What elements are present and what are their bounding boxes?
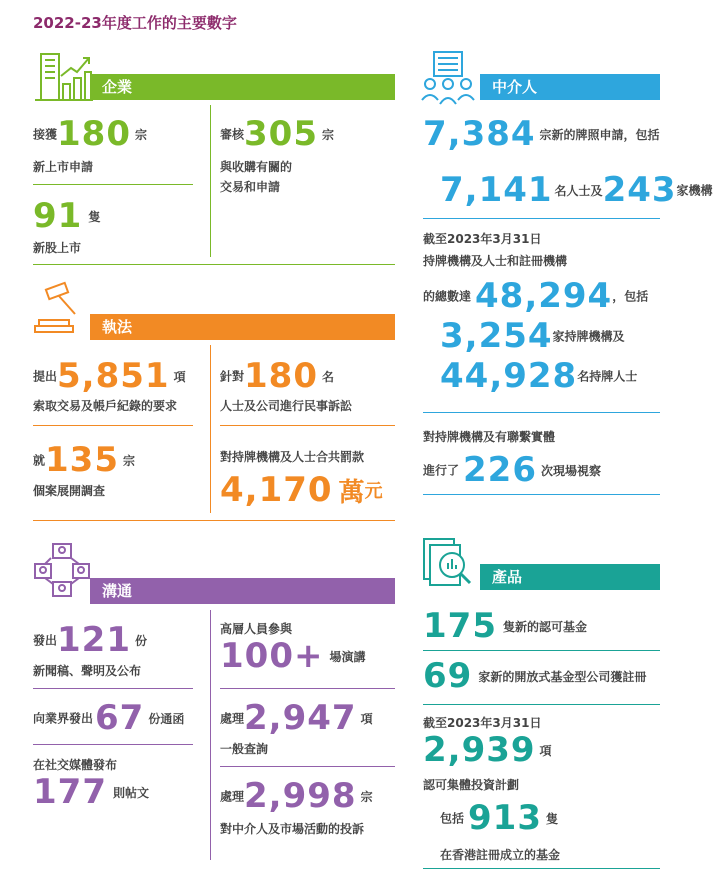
corporate-review-num: 305	[244, 114, 318, 154]
corporate-new-num: 91	[33, 196, 83, 236]
section-divider	[423, 868, 660, 869]
communication-talk-line: 100+ 場演講	[220, 636, 366, 676]
communication-circ-num: 67	[95, 698, 145, 738]
divider	[210, 345, 211, 513]
communication-comp-line: 處理2,998 宗	[220, 776, 373, 816]
enforcement-req-line: 提出5,851 項	[33, 356, 186, 396]
intermediaries-ind-line: 7,141 名人士及243家機構	[440, 170, 713, 210]
intermediaries-ind-num: 7,141	[440, 170, 553, 210]
divider	[210, 105, 211, 257]
products-header: 產品	[480, 564, 660, 590]
enforcement-inv-num: 135	[45, 440, 119, 480]
communication-social-desc: 在社交媒體發布	[33, 758, 118, 772]
enforcement-inv-line: 就135 宗	[33, 440, 136, 480]
products-asof: 截至2023年3月31日	[423, 716, 542, 730]
enforcement-req-num: 5,851	[57, 356, 170, 396]
products-cis-desc: 認可集體投資計劃	[423, 778, 520, 792]
corporate-ipo-desc: 新上市申請	[33, 160, 94, 174]
intermediaries-total-desc1: 持牌機構及人士和註冊機構	[423, 254, 568, 268]
building-people-icon	[420, 48, 476, 112]
corporate-ipo-line: 接獲180 宗	[33, 114, 148, 154]
products-hk-desc: 在香港註冊成立的基金	[440, 848, 561, 862]
divider	[423, 218, 660, 219]
intermediaries-asof: 截至2023年3月31日	[423, 232, 542, 246]
communication-enq-line: 處理2,947 項	[220, 698, 373, 738]
enforcement-inv-desc: 個案展開調查	[33, 484, 106, 498]
products-cis-num: 2,939	[423, 730, 536, 770]
products-oeic-num: 69	[423, 656, 473, 696]
enforcement-civil-num: 180	[244, 356, 318, 396]
communication-press-num: 121	[57, 620, 131, 660]
corporate-review-desc1: 與收購有關的	[220, 160, 293, 174]
communication-enq-num: 2,947	[244, 698, 357, 738]
intermediaries-total-line: 的總數達 48,294，包括	[423, 276, 649, 316]
divider	[220, 766, 395, 767]
intermediaries-visit-line: 進行了 226 次現場視察	[423, 450, 602, 490]
section-divider	[33, 520, 395, 521]
communication-social-line: 177 則帖文	[33, 772, 149, 812]
divider	[423, 704, 660, 705]
chart-building-icon	[33, 48, 93, 108]
corporate-review-line: 審核305 宗	[220, 114, 335, 154]
intermediaries-corp-num: 243	[602, 170, 677, 210]
products-fund-line: 175 隻新的認可基金	[423, 606, 587, 646]
divider	[33, 744, 193, 745]
communication-comp-num: 2,998	[244, 776, 357, 816]
divider	[33, 425, 193, 426]
divider	[220, 688, 395, 689]
corporate-new-line: 91 隻	[33, 196, 101, 236]
communication-press-desc: 新聞稿、聲明及公布	[33, 664, 142, 678]
enforcement-fine-num: 4,170	[220, 470, 333, 510]
divider	[423, 650, 660, 651]
intermediaries-visit-num: 226	[463, 450, 537, 490]
communication-press-line: 發出121 份	[33, 620, 148, 660]
communication-circ-line: 向業界發出67 份通函	[33, 698, 185, 738]
enforcement-fine-desc: 對持牌機構及人士合共罰款	[220, 450, 365, 464]
page-title: 2022-23年度工作的主要數字	[33, 14, 237, 32]
network-people-icon	[33, 540, 93, 604]
intermediaries-visit-desc: 對持牌機構及有聯繫實體	[423, 430, 556, 444]
communication-enq-desc: 一般查詢	[220, 742, 269, 756]
intermediaries-lic-line: 7,384 宗新的牌照申請，包括	[423, 114, 660, 154]
divider	[220, 425, 395, 426]
intermediaries-person-num: 44,928	[440, 356, 578, 396]
section-divider	[33, 264, 395, 265]
intermediaries-firm-num: 3,254	[440, 316, 553, 356]
communication-talk-desc: 高層人員參與	[220, 622, 293, 636]
communication-header: 溝通	[90, 578, 395, 604]
corporate-new-desc: 新股上市	[33, 241, 82, 255]
intermediaries-total-num: 48,294	[475, 276, 613, 316]
corporate-ipo-num: 180	[57, 114, 131, 154]
divider	[210, 610, 211, 860]
corporate-review-desc2: 交易和申請	[220, 180, 281, 194]
enforcement-req-desc: 索取交易及帳戶紀錄的要求	[33, 399, 178, 413]
enforcement-civil-line: 針對180 名	[220, 356, 335, 396]
products-hk-num: 913	[468, 798, 542, 838]
communication-social-num: 177	[33, 772, 107, 812]
divider	[33, 688, 193, 689]
products-oeic-line: 69 家新的開放式基金型公司獲註冊	[423, 656, 647, 696]
enforcement-header: 執法	[90, 314, 395, 340]
enforcement-civil-desc: 人士及公司進行民事訴訟	[220, 399, 353, 413]
section-divider	[423, 494, 660, 495]
intermediaries-person-line: 44,928名持牌人士	[440, 356, 638, 396]
corporate-header: 企業	[90, 74, 395, 100]
products-cis-line: 2,939 項	[423, 730, 552, 770]
intermediaries-header: 中介人	[480, 74, 660, 100]
intermediaries-lic-num: 7,384	[423, 114, 536, 154]
gavel-icon	[33, 280, 93, 340]
products-hk-line: 包括 913 隻	[440, 798, 559, 838]
communication-comp-desc: 對中介人及市場活動的投訴	[220, 822, 365, 836]
enforcement-fine-line: 4,170 萬元	[220, 470, 383, 510]
document-magnifier-icon	[420, 535, 476, 595]
products-fund-num: 175	[423, 606, 497, 646]
divider	[33, 184, 193, 185]
intermediaries-firm-line: 3,254家持牌機構及	[440, 316, 625, 356]
communication-talk-num: 100+	[220, 636, 324, 676]
divider	[423, 412, 660, 413]
